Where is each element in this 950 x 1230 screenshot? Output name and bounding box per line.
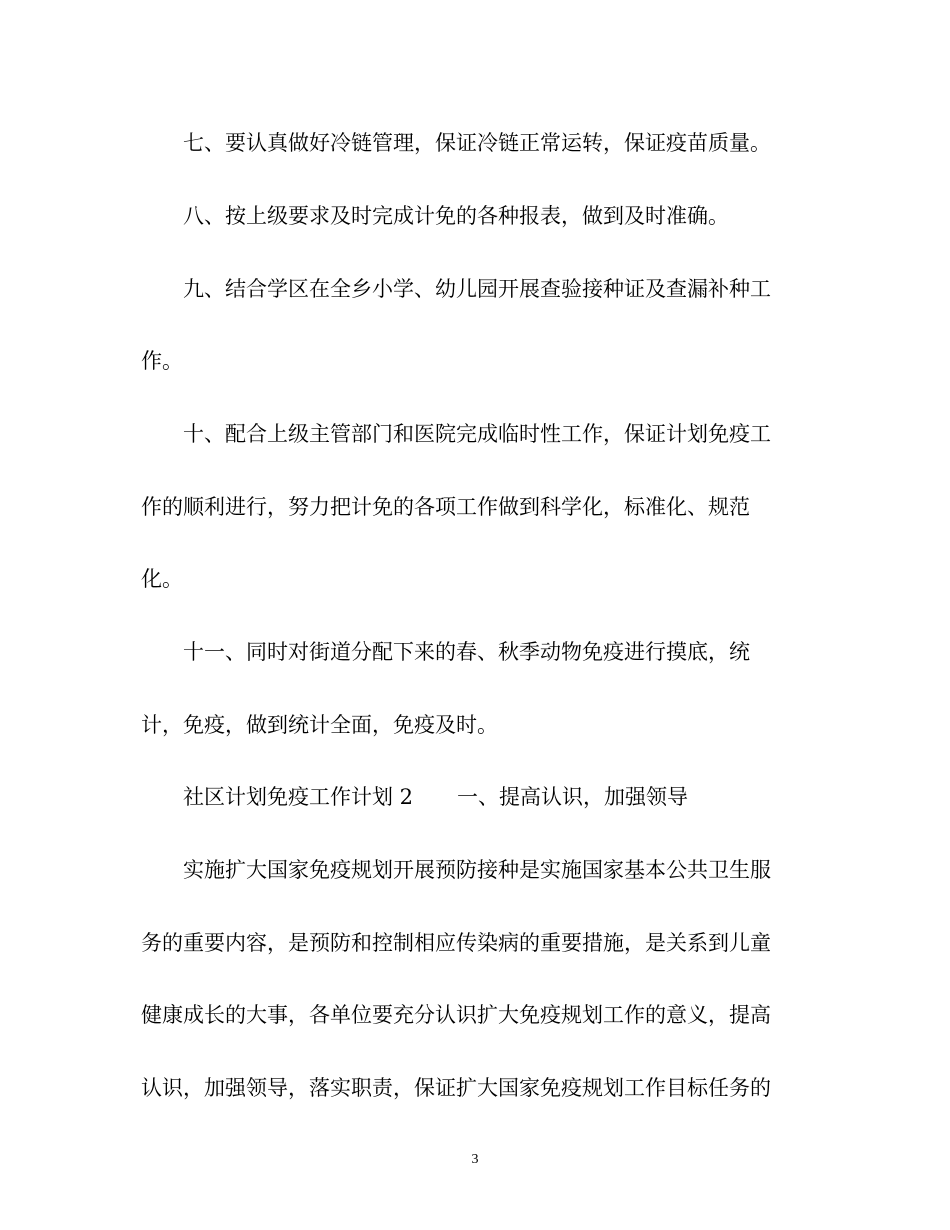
section-heading: 一、提高认识，加强领导 <box>457 785 689 809</box>
paragraph-9-line-2: 作。 <box>141 349 183 373</box>
page-number: 3 <box>471 1152 479 1167</box>
document-title: 社区计划免疫工作计划 2 <box>183 785 414 809</box>
body-paragraph-line-2: 务的重要内容，是预防和控制相应传染病的重要措施，是关系到儿童 <box>141 931 771 955</box>
section-title-line <box>183 782 843 812</box>
body-paragraph-line-4: 认识，加强领导，落实职责，保证扩大国家免疫规划工作目标任务的 <box>141 1076 771 1100</box>
paragraph-11-line-2: 计，免疫，做到统计全面，免疫及时。 <box>141 713 498 737</box>
paragraph-7-line-1: 七、要认真做好冷链管理，保证冷链正常运转，保证疫苗质量。 <box>183 131 771 155</box>
paragraph-10-line-2: 作的顺利进行，努力把计免的各项工作做到科学化，标准化、规范 <box>141 495 750 519</box>
paragraph-10-line-3: 化。 <box>141 567 183 591</box>
paragraph-9-line-1: 九、结合学区在全乡小学、幼儿园开展查验接种证及查漏补种工 <box>183 277 771 301</box>
paragraph-8-line-1: 八、按上级要求及时完成计免的各种报表，做到及时准确。 <box>183 204 729 228</box>
body-paragraph-line-1: 实施扩大国家免疫规划开展预防接种是实施国家基本公共卫生服 <box>183 858 771 882</box>
paragraph-10-line-1: 十、配合上级主管部门和医院完成临时性工作，保证计划免疫工 <box>183 422 771 446</box>
body-paragraph-line-3: 健康成长的大事，各单位要充分认识扩大免疫规划工作的意义，提高 <box>141 1003 771 1027</box>
paragraph-11-line-1: 十一、同时对街道分配下来的春、秋季动物免疫进行摸底，统 <box>183 640 750 664</box>
